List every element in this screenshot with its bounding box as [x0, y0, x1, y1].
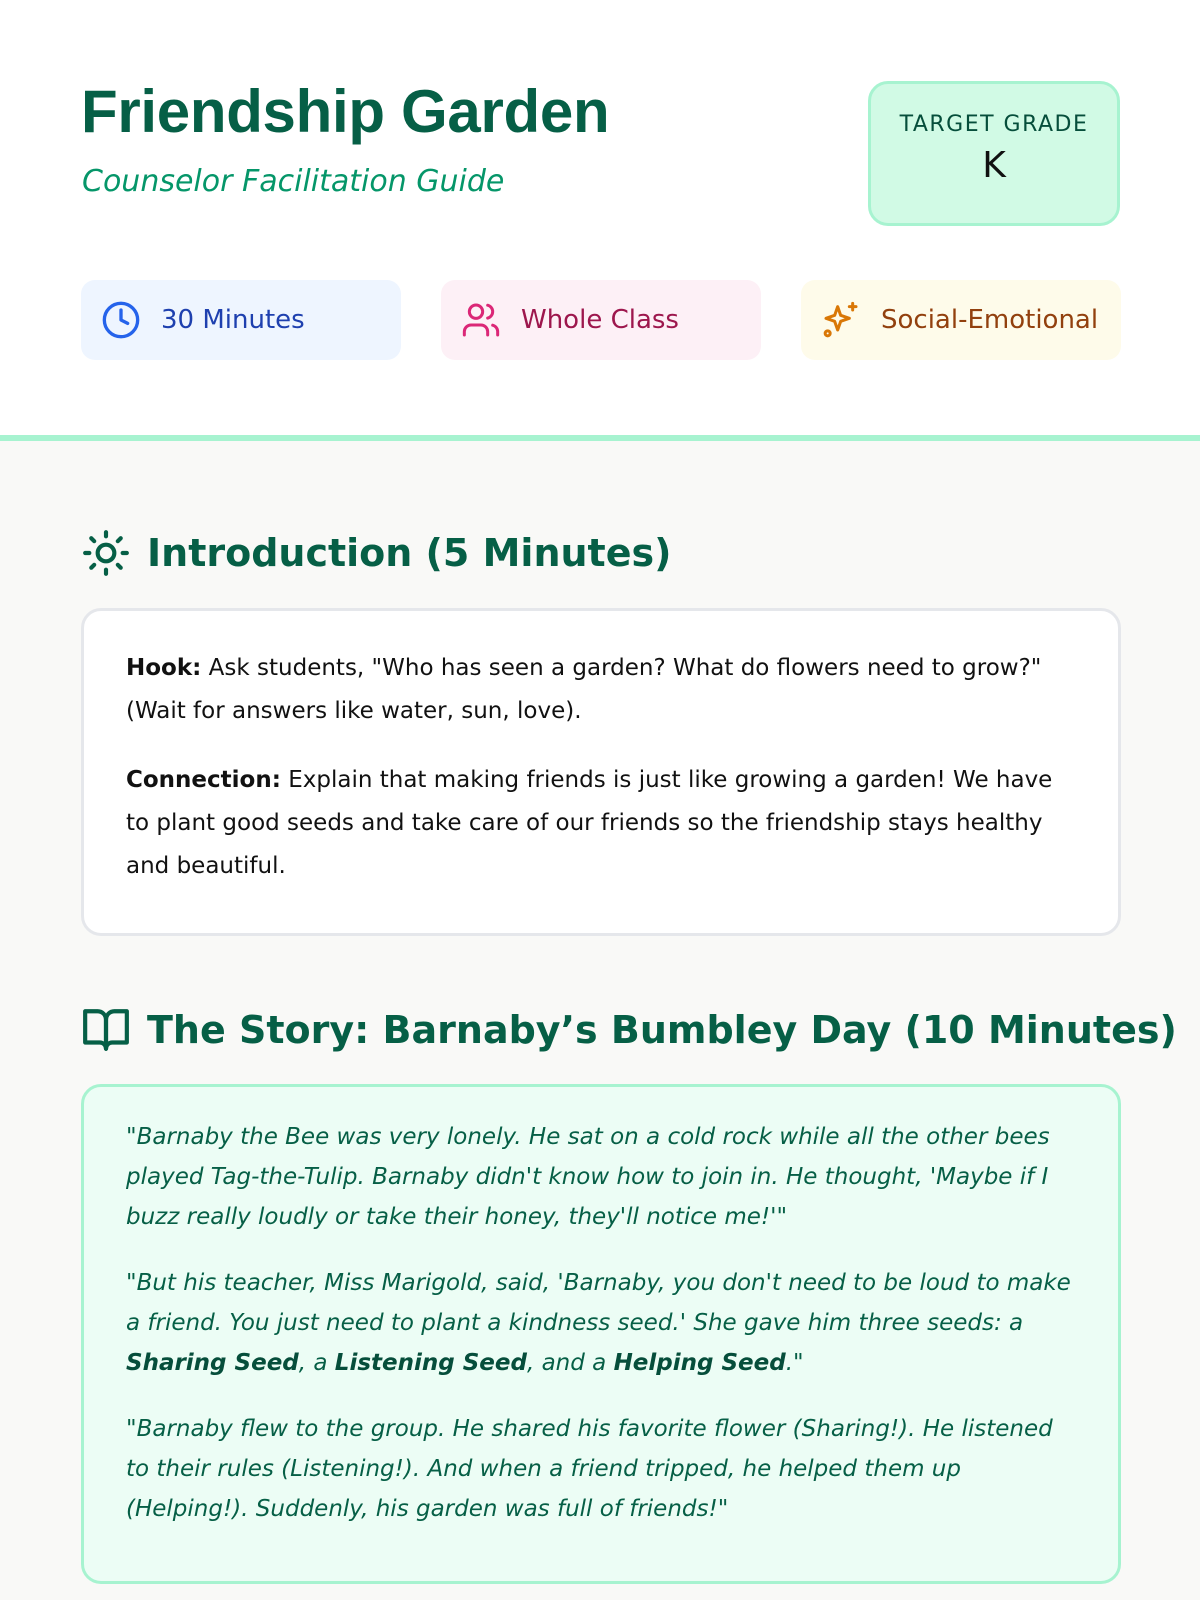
- introduction-card: [81, 608, 1121, 936]
- story-paragraph-2: [126, 1263, 1078, 1383]
- page-subtitle: Counselor Facilitation Guide: [82, 164, 505, 199]
- story-paragraph-3: "Barnaby flew to the group. He shared his favorite flower (Sharing!). He listened to their rules (Listening!). And when a friend tripped, he helped them up (Helping!). Suddenly, his garden was full of friends!": [126, 1416, 1053, 1522]
- connection-text: Explain that making friends is just like growing a garden! We have to plant good seeds and take care of our friends so the friendship stays healthy and beautiful.: [126, 767, 1053, 879]
- group-tag: [441, 280, 761, 360]
- connection-label: Connection:: [126, 767, 281, 793]
- hook-text: Ask students, "Who has seen a garden? What do flowers need to grow?" (Wait for answers like water, sun, love).: [126, 655, 1042, 724]
- duration-tag: [81, 280, 401, 360]
- sparkles-icon: [821, 300, 861, 340]
- focus-tag-label: Social-Emotional: [881, 305, 1099, 335]
- story-separator-2: , and a: [526, 1350, 614, 1376]
- sharing-seed-text: Sharing Seed: [126, 1350, 299, 1376]
- duration-tag-label: 30 Minutes: [161, 305, 305, 335]
- page-title: Friendship Garden: [81, 78, 610, 145]
- target-grade-label: TARGET GRADE: [899, 112, 1089, 137]
- target-grade-value: K: [982, 145, 1006, 186]
- group-tag-label: Whole Class: [521, 305, 679, 335]
- story-card: [81, 1084, 1121, 1584]
- introduction-heading: [81, 528, 671, 578]
- story-heading: [81, 1005, 1177, 1055]
- listening-seed-text: Listening Seed: [334, 1350, 527, 1376]
- helping-seed-text: Helping Seed: [613, 1350, 786, 1376]
- story-paragraph-2-end: .": [785, 1350, 804, 1376]
- book-open-icon: [81, 1005, 131, 1055]
- clock-icon: [101, 300, 141, 340]
- focus-tag: [801, 280, 1121, 360]
- sun-icon: [81, 528, 131, 578]
- hook-paragraph: [126, 647, 1078, 733]
- connection-paragraph: [126, 759, 1078, 888]
- story-paragraph-1: "Barnaby the Bee was very lonely. He sat on a cold rock while all the other bees played Tag-the-Tulip. Barnaby didn't know how to join in. He thought, 'Maybe if I buzz really loudly or take their honey, they'll notice me!'": [126, 1124, 1050, 1230]
- target-grade-box: [868, 81, 1120, 226]
- introduction-heading-text: Introduction (5 Minutes): [147, 531, 672, 575]
- story-paragraph-2-start: "But his teacher, Miss Marigold, said, 'Barnaby, you don't need to be loud to make a friend. You just need to plant a kindness seed.' She gave him three seeds: a: [126, 1270, 1071, 1336]
- info-tags: [81, 280, 1121, 360]
- page-header: [0, 0, 1200, 441]
- hook-label: Hook:: [126, 655, 202, 681]
- users-icon: [461, 300, 501, 340]
- story-separator-1: , a: [298, 1350, 335, 1376]
- story-heading-text: The Story: Barnaby’s Bumbley Day (10 Minutes): [147, 1008, 1177, 1052]
